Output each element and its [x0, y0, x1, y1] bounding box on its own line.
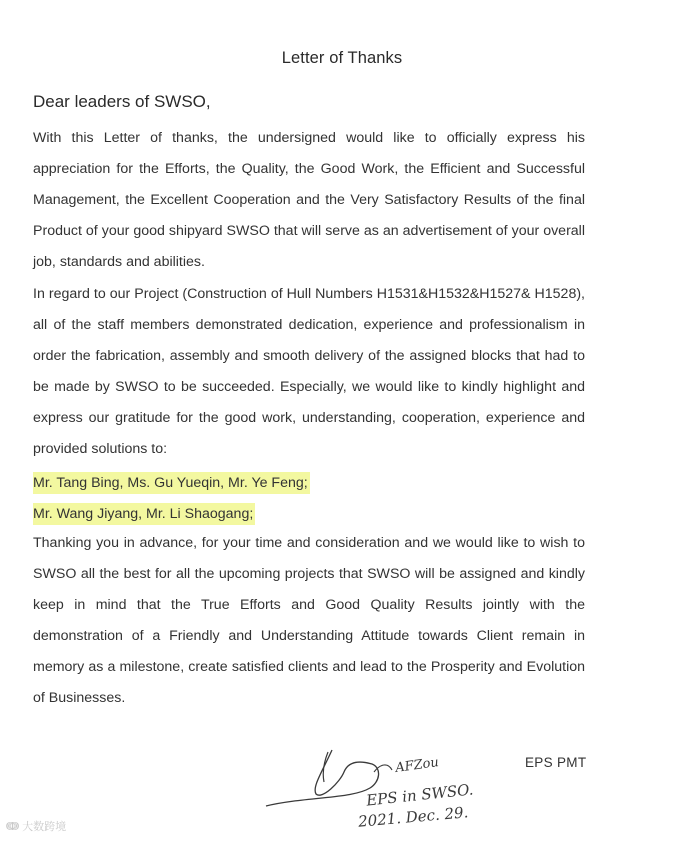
highlighted-names-line-1: Mr. Tang Bing, Ms. Gu Yueqin, Mr. Ye Feng;	[33, 472, 310, 494]
paragraph-project: In regard to our Project (Construction of Hull Numbers H1531&H1532&H1527& H1528), all of the staff members demonstrated dedication, experience and professionalism in order the fabrication, assembly and smooth delivery of the assigned blocks that had to be made by SWSO to be succeeded. Especially, we would like to kindly highlight and express our gratitude for the good work, understanding, cooperation, experience and provided solutions to:	[33, 286, 585, 457]
handwritten-location: EPS in SWSO.	[365, 780, 475, 810]
watermark-logo-icon: ↈ	[6, 818, 20, 833]
watermark-text: 大数跨境	[22, 821, 67, 833]
org-label: EPS PMT	[525, 755, 587, 770]
handwritten-date: 2021. Dec. 29.	[357, 803, 469, 831]
letter-title: Letter of Thanks	[281, 49, 403, 67]
salutation: Dear leaders of SWSO,	[33, 92, 211, 111]
highlighted-names-line-2: Mr. Wang Jiyang, Mr. Li Shaogang;	[33, 503, 255, 525]
signature-name: AFZou	[394, 755, 440, 776]
watermark	[6, 818, 66, 834]
paragraph-closing: Thanking you in advance, for your time and consideration and we would like to wish to SWSO all the best for all the upcoming projects that SWSO will be assigned and kindly keep in mind that the True Efforts and Good Quality Results jointly with the demonstration of a Friendly and Understanding Attitude towards Client remain in memory as a milestone, create satisfied clients and lead to the Prosperity and Evolution of Businesses.	[33, 535, 585, 706]
paragraph-appreciation: With this Letter of thanks, the undersigned would like to officially express his appreciation for the Efforts, the Quality, the Good Work, the Efficient and Successful Management, the Excellent Cooperation and the Very Satisfactory Results of the final Product of your good shipyard SWSO that will serve as an advertisement of your overall job, standards and abilities.	[33, 130, 585, 270]
